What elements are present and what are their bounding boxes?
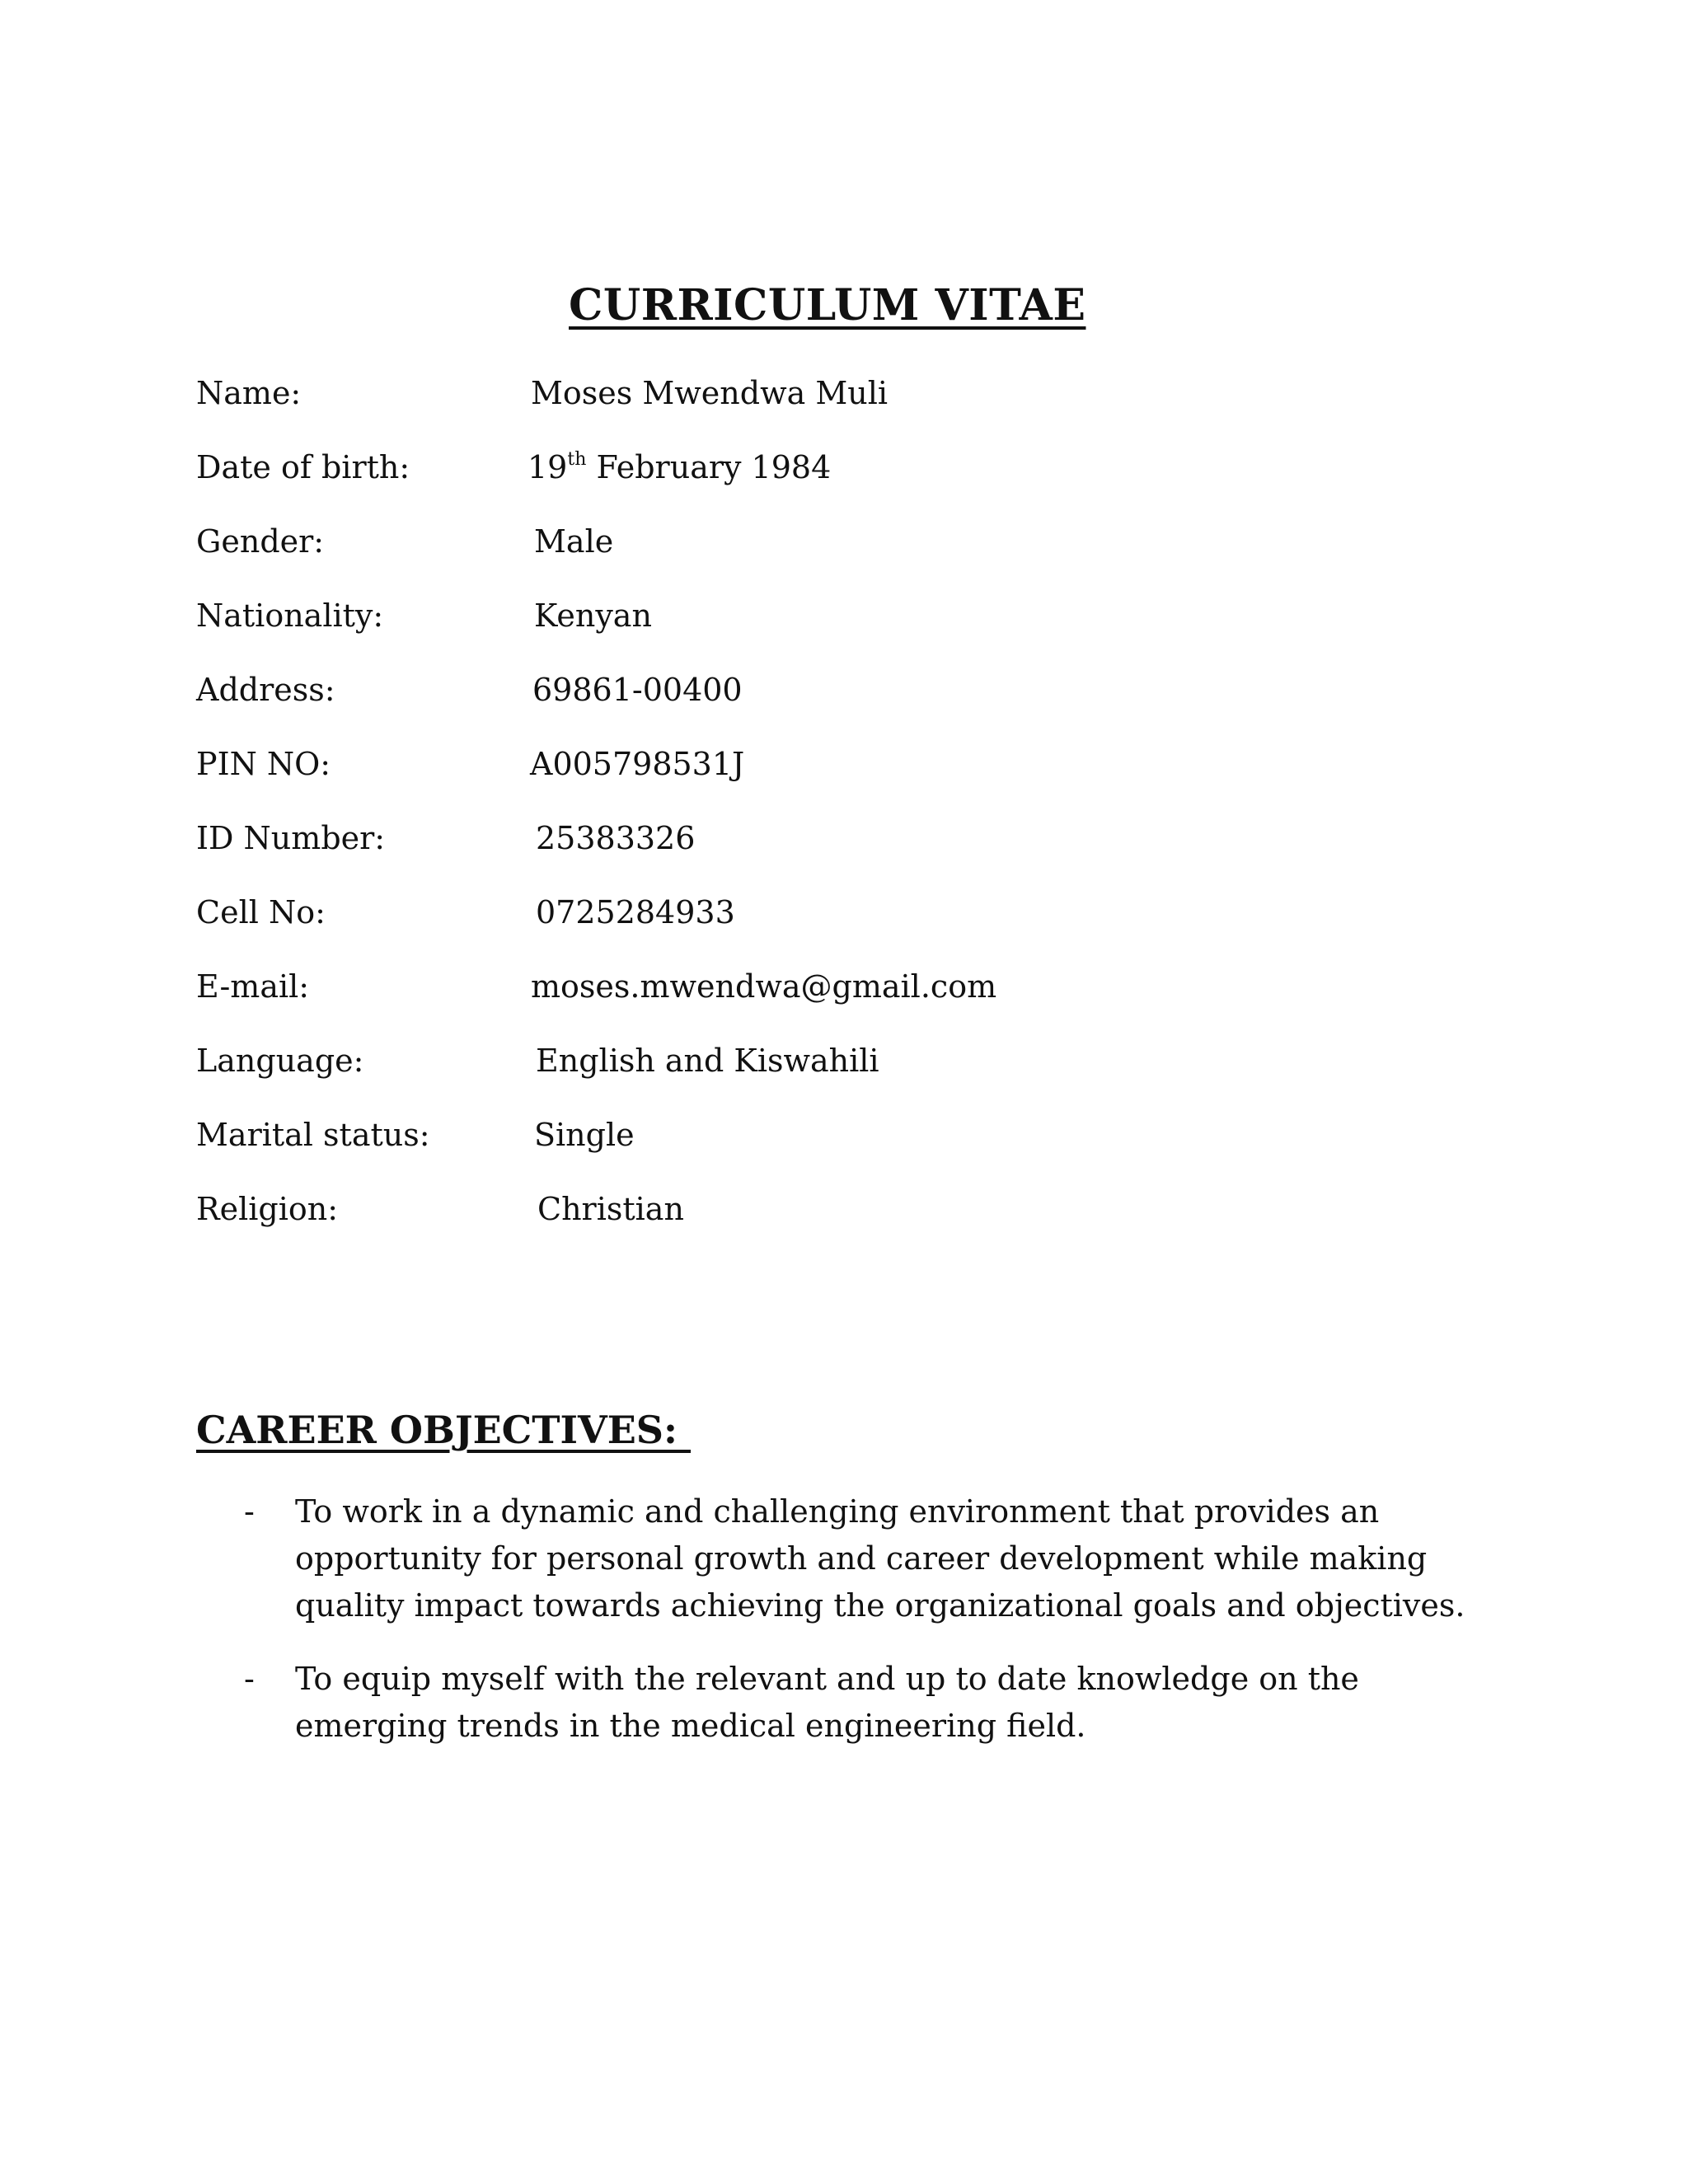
detail-label: Date of birth: xyxy=(196,449,410,485)
detail-value: Moses Mwendwa Muli xyxy=(531,375,889,411)
detail-label: Address: xyxy=(196,672,335,708)
list-item xyxy=(196,1656,1482,1750)
objective-text: To equip myself with the relevant and up to date knowledge on the emerging trends in the medical engineering field. xyxy=(295,1661,1359,1744)
detail-label: Gender: xyxy=(196,523,325,560)
detail-label: E-mail: xyxy=(196,968,310,1005)
bullet-dash: - xyxy=(244,1493,255,1530)
detail-label: Marital status: xyxy=(196,1117,430,1153)
detail-value: 25383326 xyxy=(536,820,696,856)
detail-label: Cell No: xyxy=(196,894,326,930)
detail-value: Christian xyxy=(537,1191,684,1227)
birth-month-year: February 1984 xyxy=(586,449,832,485)
objective-text: To work in a dynamic and challenging environment that provides an opportunity for personal growth and career development while making quality impact towards achieving the organizational goals and objectives. xyxy=(295,1493,1465,1624)
detail-value: moses.mwendwa@gmail.com xyxy=(531,968,997,1005)
detail-label: Nationality: xyxy=(196,598,384,634)
birth-day-suffix: th xyxy=(567,449,587,470)
career-objectives-heading: CAREER OBJECTIVES: xyxy=(196,1408,691,1452)
detail-label: Name: xyxy=(196,375,302,411)
detail-value: 0725284933 xyxy=(536,894,735,930)
list-item xyxy=(196,1488,1482,1629)
detail-value: A005798531J xyxy=(530,746,745,782)
birth-day: 19 xyxy=(528,449,568,485)
career-objectives-list xyxy=(196,1488,1482,1776)
bullet-dash: - xyxy=(244,1661,255,1697)
detail-value: Male xyxy=(534,523,614,560)
detail-label: PIN NO: xyxy=(196,746,331,782)
detail-label: ID Number: xyxy=(196,820,386,856)
detail-label: Language: xyxy=(196,1043,364,1079)
detail-value: Single xyxy=(534,1117,635,1153)
detail-label: Religion: xyxy=(196,1191,339,1227)
document-title: CURRICULUM VITAE xyxy=(569,280,1086,330)
detail-value: English and Kiswahili xyxy=(536,1043,879,1079)
detail-value xyxy=(528,442,831,493)
detail-value: 69861-00400 xyxy=(532,672,743,708)
detail-value: Kenyan xyxy=(534,598,652,634)
